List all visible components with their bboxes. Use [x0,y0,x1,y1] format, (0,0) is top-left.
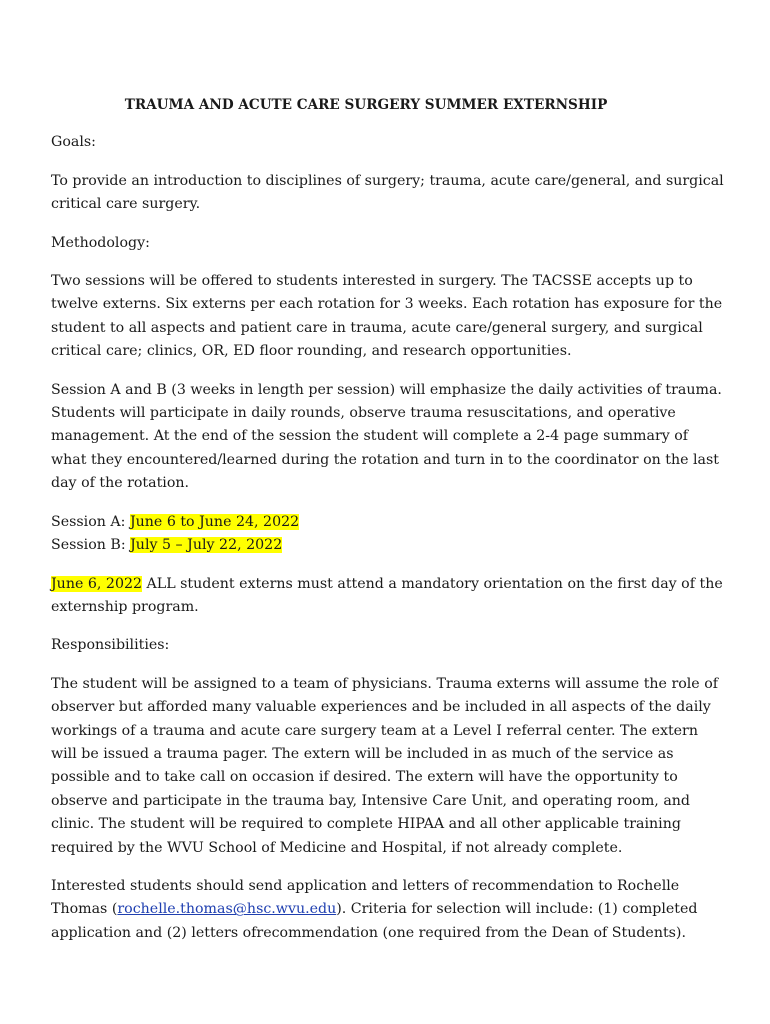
methodology-heading: Methodology: [51,234,150,251]
orientation-date: June 6, 2022 [51,575,143,592]
session-a-dates: June 6 to June 24, 2022 [129,513,300,530]
application-text-before: Interested students should send application and letters of recommendation to Rochelle Thomas ( [51,877,680,918]
session-b-label: Session B: [51,537,131,554]
document-title: TRAUMA AND ACUTE CARE SURGERY SUMMER EXTERNSHIP [124,97,608,113]
session-b-dates: July 5 – July 22, 2022 [130,537,283,554]
methodology-paragraph-1: Two sessions will be offered to students interested in surgery. The TACSSE accepts up to twelve externs. Six externs per each rotation for 3 weeks. Each rotation has exposure for the student to all aspects and patient care in trauma, acute care/general surgery, and surgical critical care; clinics, OR, ED floor rounding, and research opportunities. [51,273,723,360]
responsibilities-heading: Responsibilities: [51,637,170,654]
goals-heading: Goals: [51,134,96,151]
contact-email-link[interactable]: rochelle.thomas@hsc.wvu.edu [117,901,337,918]
responsibilities-text: The student will be assigned to a team of physicians. Trauma externs will assume the role of observer but afforded many valuable experiences and be included in all aspects of the daily workings of a trauma and acute care surgery team at a Level I referral center. The extern will be issued a trauma pager. The extern will be included in as much of the service as possible and to take call on occasion if desired. The extern will have the opportunity to observe and participate in the trauma bay, Intensive Care Unit, and operating room, and clinic. The student will be required to complete HIPAA and all other applicable training required by the WVU School of Medicine and Hospital, if not already complete. [51,675,718,856]
session-a-label: Session A: [51,513,130,530]
methodology-paragraph-2: Session A and B (3 weeks in length per session) will emphasize the daily activities of trauma. Students will participate in daily rounds, observe trauma resuscitations, and operative management. At the end of the session the student will complete a 2-4 page summary of what they encountered/learned during the rotation and turn in to the coordinator on the last day of the rotation. [51,381,722,492]
session-dates [51,511,727,558]
application-text-after: ). Criteria for selection will include: (1) completed application and (2) letters ofrecommendation (one required from the Dean of Students). [51,901,698,941]
goals-text: To provide an introduction to disciplines of surgery; trauma, acute care/general, and surgical critical care surgery. [51,172,724,213]
orientation-notice [51,573,727,620]
application-paragraph [51,875,727,945]
orientation-text: ALL student externs must attend a mandatory orientation on the first day of the externship program. [51,575,723,615]
document-page [51,94,727,945]
